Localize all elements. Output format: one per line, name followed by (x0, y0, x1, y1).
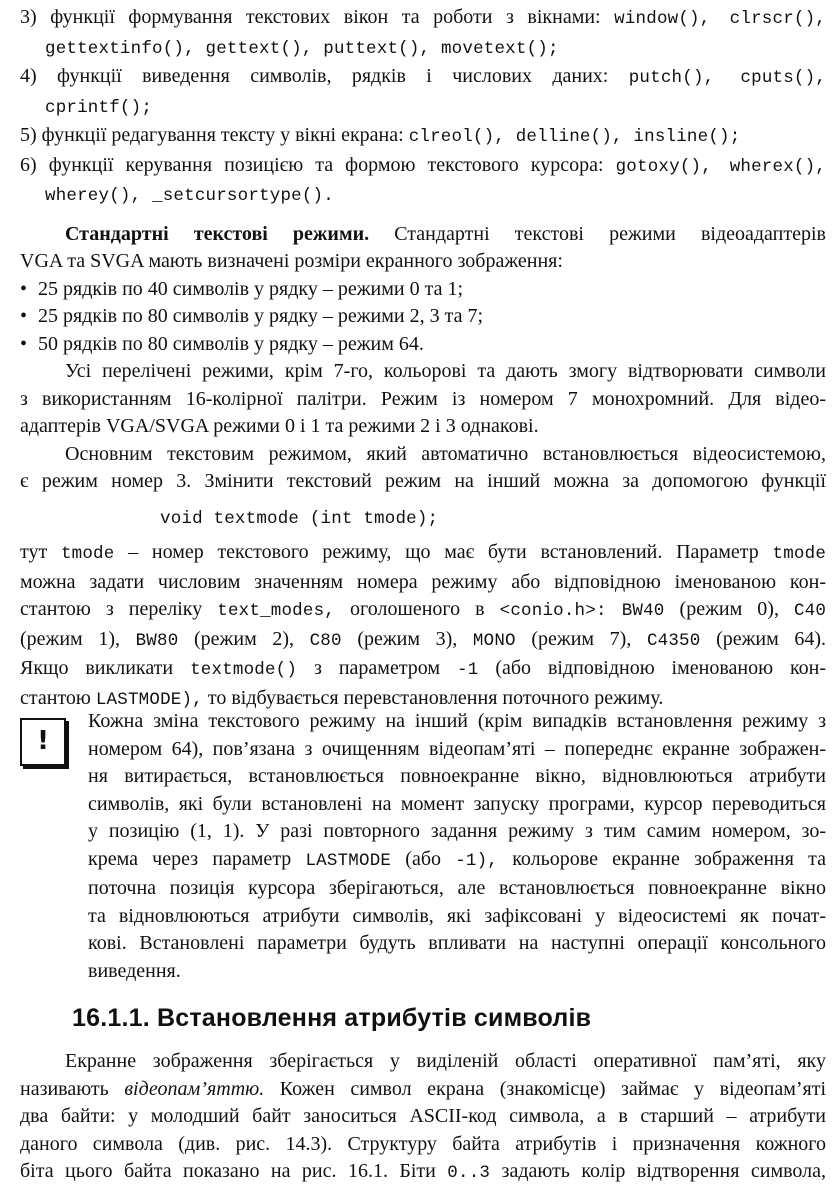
note-text (88, 708, 826, 985)
note-line: у позицію (1, 1). У разі повторного задання режиму з тим самим номером, зо- (88, 820, 826, 842)
list-item: 6) функції керування позицією та формою текстового курсора: gotoxy(), wherex(), (20, 153, 827, 177)
note-line: номером 64), пов’язана з очищенням відеопам’яті – попереднє екранне зображен- (88, 737, 826, 760)
bullet-item: • 25 рядків по 40 символів у рядку – режими 0 та 1; (20, 276, 826, 304)
paragraph-line: Усі перелічені режими, крім 7-го, кольорові та дають змогу відтворювати символи (65, 360, 826, 382)
paragraph-line: Екранне зображення зберігається у виділеній області оперативної пам’яті, яку (65, 1050, 826, 1072)
exclamation-icon: ! (20, 718, 66, 766)
paragraph-line: називають відеопам’яттю. Кожен символ екрана (знакомісце) займає у відеопам’яті (20, 1077, 827, 1100)
bullet-icon: • (20, 332, 28, 355)
paragraph-line: (режим 1), BW80 (режим 2), C80 (режим 3), MONO (режим 7), C4350 (режим 64). (20, 627, 827, 651)
note-line: Кожна зміна текстового режиму на інший (крім випадків встановлення режиму з (88, 710, 826, 732)
note-line: символів, які були встановлені на момент запуску програми, курсор переводиться (88, 792, 826, 815)
bullet-icon: • (20, 305, 28, 327)
paragraph-line: два байти: у молодший байт заноситься ASCII-код символа, а в старший – атрибути (20, 1105, 826, 1127)
list-item-continuation: wherey(), _setcursortype(). (45, 186, 334, 206)
note-line: кові. Встановлені параметри будуть впливати на наступні операції консольного (88, 932, 826, 954)
paragraph-line: стантою LASTMODE), то відбувається перевстановлення поточного режиму. (20, 686, 664, 710)
paragraph-line: Стандартні текстові режими. Стандартні текстові режими відеоадаптерів (65, 222, 826, 245)
section-heading: 16.1.1. Встановлення атрибутів символів (72, 1004, 592, 1032)
paragraph-line: Якщо викликати textmode() з параметром -1 (або відповідною іменованою кон- (20, 657, 827, 680)
paragraph-line: стантою з переліку text_modes, оголошеного в <conio.h>: BW40 (режим 0), C40 (20, 598, 827, 621)
paragraph-line: з використанням 16-колірної палітри. Режим із номером 7 монохромний. Для відео- (20, 387, 826, 410)
note-line: поточна позиція курсора зберігаються, але встановлюється повноекранне вікно (88, 877, 826, 899)
emphasis-term: відеопам’яттю. (124, 1077, 265, 1100)
paragraph-line: VGA та SVGA мають визначені розміри екранного зображення: (20, 250, 563, 272)
note-line: та відновлюються атрибути символів, які зафіксовані у відеосистемі як почат- (88, 904, 826, 927)
note-line: крема через параметр LASTMODE (або -1), кольорове екранне зображення та (88, 847, 826, 871)
list-item: 3) функції формування текстових вікон та роботи з вікнами: window(), clrscr(), (20, 6, 826, 29)
section-body (20, 1048, 826, 1188)
paragraph-line: адаптерів VGA/SVGA режими 0 і 1 та режими 2 і 3 однакові. (20, 415, 539, 437)
paragraph-line: біта цього байта показано на рис. 16.1. Біти 0..3 задають колір відтворення символа, (20, 1160, 827, 1183)
list-item-continuation: cprintf(); (45, 97, 153, 118)
paragraph-line: Основним текстовим режимом, який автоматично встановлюється відеосистемою, (65, 442, 826, 465)
page (20, 4, 827, 1183)
paragraph-line: можна задати числовим значенням номера режиму або відповідною іменованою кон- (20, 570, 826, 593)
paragraph-line: тут tmode – номер текстового режиму, що має бути встановлений. Параметр tmode (20, 541, 827, 564)
bullet-item: • 25 рядків по 80 символів у рядку – режими 2, 3 та 7; (20, 303, 826, 331)
list-item: 4) функції виведення символів, рядків і числових даних: putch(), cputs(), (20, 65, 827, 88)
note-line: виведення. (88, 959, 181, 982)
note-line: ня витирається, встановлюється повноекранне вікно, відновлюються атрибути (88, 765, 826, 787)
run-in-heading: Стандартні текстові режими. (65, 222, 370, 245)
paragraph-line: даного символа (див. рис. 14.3). Структуру байта атрибутів і призначення кожного (20, 1132, 826, 1155)
code-line: void textmode (int tmode); (160, 508, 439, 529)
list-item: 5) функції редагування тексту у вікні екрана: clreol(), delline(), insline(); (20, 124, 741, 147)
bullet-item: • 50 рядків по 80 символів у рядку – режим 64. (20, 331, 826, 359)
bullet-icon: • (20, 277, 28, 300)
paragraph-line: є режим номер 3. Змінити текстовий режим на інший можна за допомогою функції (20, 470, 826, 492)
list-item-continuation: gettextinfo(), gettext(), puttext(), movetext(); (45, 38, 559, 59)
